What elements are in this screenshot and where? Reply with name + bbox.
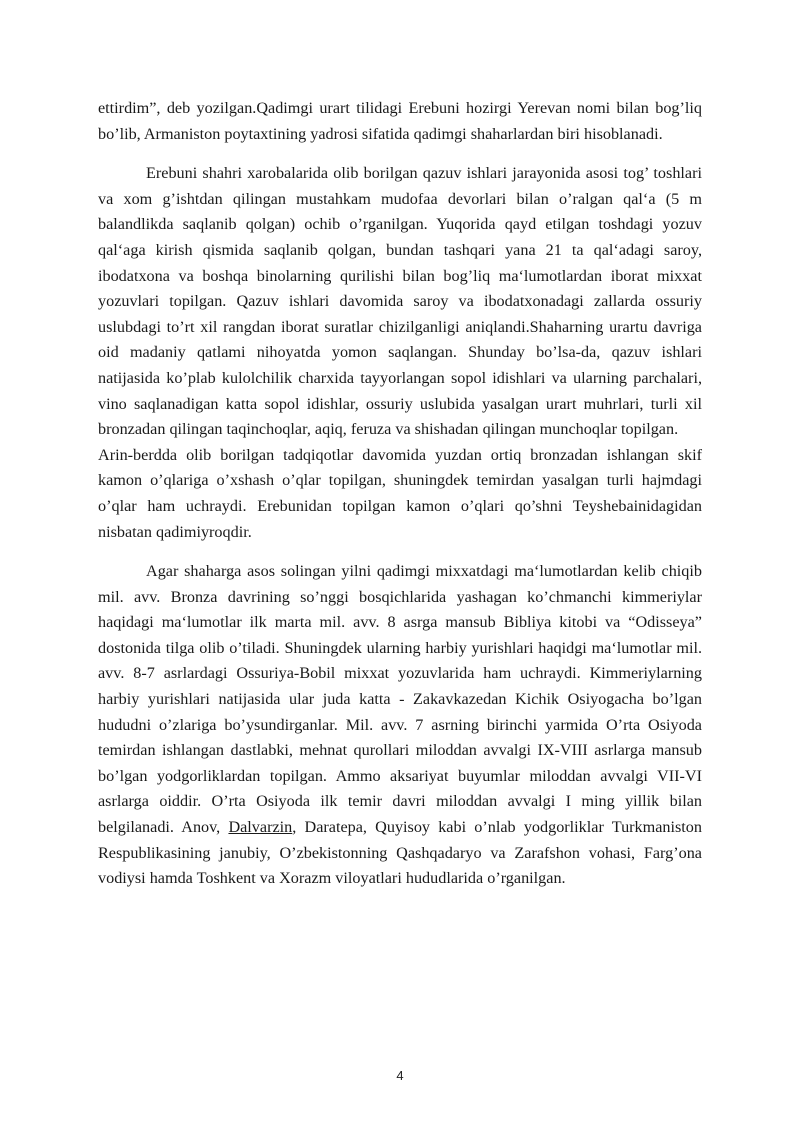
paragraph-arin-berd: Arin-berdda olib borilgan tadqiqotlar davomida yuzdan ortiq bronzadan ishlangan skif kamon o’qlariga o’xshash o’qlar topilgan, shuningdek temirdan yasalgan turli hajmdagi o’qlar ham uchraydi. Erebunidan topilgan kamon o’qlari qo’shni Teyshebainidagidan nisbatan qadimiyroqdir. xyxy=(98,445,702,541)
paragraph-gap xyxy=(98,545,702,559)
paragraph-kimmerians xyxy=(98,559,702,892)
dalvarzin-link[interactable]: Dalvarzin xyxy=(228,818,293,837)
paragraph-erebuni-yerevan: ettirdim”, deb yozilgan.Qadimgi urart tilidagi Erebuni hozirgi Yerevan nomi bilan bog’liq bo’lib, Armaniston poytaxtining yadrosi sifatida qadimgi shaharlardan biri hisoblanadi. xyxy=(98,99,702,143)
page-number: 4 xyxy=(396,1068,404,1083)
paragraph-excavations: Erebuni shahri xarobalarida olib borilgan qazuv ishlari jarayonida asosi tog’ toshlari va xom g’ishtdan qilingan mustahkam mudofaa devorlari bilan o’ralgan qal‘a (5 m balandlikda saqlanib qolgan) ochib o’rganilgan. Yuqorida qayd etilgan toshdagi yozuv qal‘aga kirish qismida saqlanib qolgan, bundan tashqari yana 21 ta qal‘adagi saroy, ibodatxona va boshqa binolarning qurilishi bilan bog’liq ma‘lumotlardan iborat mixxat yozuvlari topilgan. Qazuv ishlari davomida saroy va ibodatxonadagi zallarda ossuriy uslubdagi to’rt xil rangdan iborat suratlar chizilganligi aniqlandi.Shaharning urartu davriga oid madaniy qatlami nihoyatda yomon saqlangan. Shunday bo’lsa-da, qazuv ishlari natijasida ko’plab kulolchilik charxida tayyorlangan sopol idishlari va ularning parchalari, vino saqlanadigan katta sopol idishlar, ossuriy uslubida yasalgan urart muhrlari, turli xil bronzadan qilingan taqinchoqlar, aqiq, feruza va shishadan qilingan munchoqlar topilgan. xyxy=(98,164,702,439)
paragraph-text-part: Agar shaharga asos solingan yilni qadimgi mixxatdagi ma‘lumotlardan kelib chiqib mil. avv. Bronza davrining so’nggi bosqichlarida yashagan ko’chmanchi kimmeriylar haqidagi ma‘lumotlar ilk marta mil. avv. 8 asrga mansub Bibliya kitobi va “Odisseya” dostonida tilga olib o’tiladi. Shuningdek ularning harbiy yurishlari haqidgi ma‘lumotlar mil. avv. 8-7 asrlardagi Ossuriya-Bobil mixxat yozuvlarida ham uchraydi. Kimmeriylarning harbiy yurishlari natijasida ular juda katta - Zakavkazedan Kichik Osiyogacha bo’lgan hududni o’zlariga bo’ysundirganlar. Mil. avv. 7 asrning birinchi yarmida O’rta Osiyoda temirdan ishlangan dastlabki, mehnat qurollari miloddan avvalgi IX-VIII asrlarga mansub bo’lgan yodgorliklardan topilgan. Ammo aksariyat buyumlar miloddan avvalgi VII-VI asrlarga oiddir. O’rta Osiyoda ilk temir davri miloddan avvalgi I ming yillik bilan belgilanadi. Anov, xyxy=(98,562,702,837)
paragraph-text-part: , Daratepa, Quyisoy kabi o’nlab yodgorliklar Turkmaniston Respublikasining janubiy, O’zbekistonning Qashqadaryo va Zarafshon vohasi, Farg’ona vodiysi hamda Toshkent va Xorazm viloyatlari hududlarida o’rganilgan. xyxy=(98,818,702,888)
document-page xyxy=(98,96,702,892)
paragraph-gap xyxy=(98,147,702,161)
